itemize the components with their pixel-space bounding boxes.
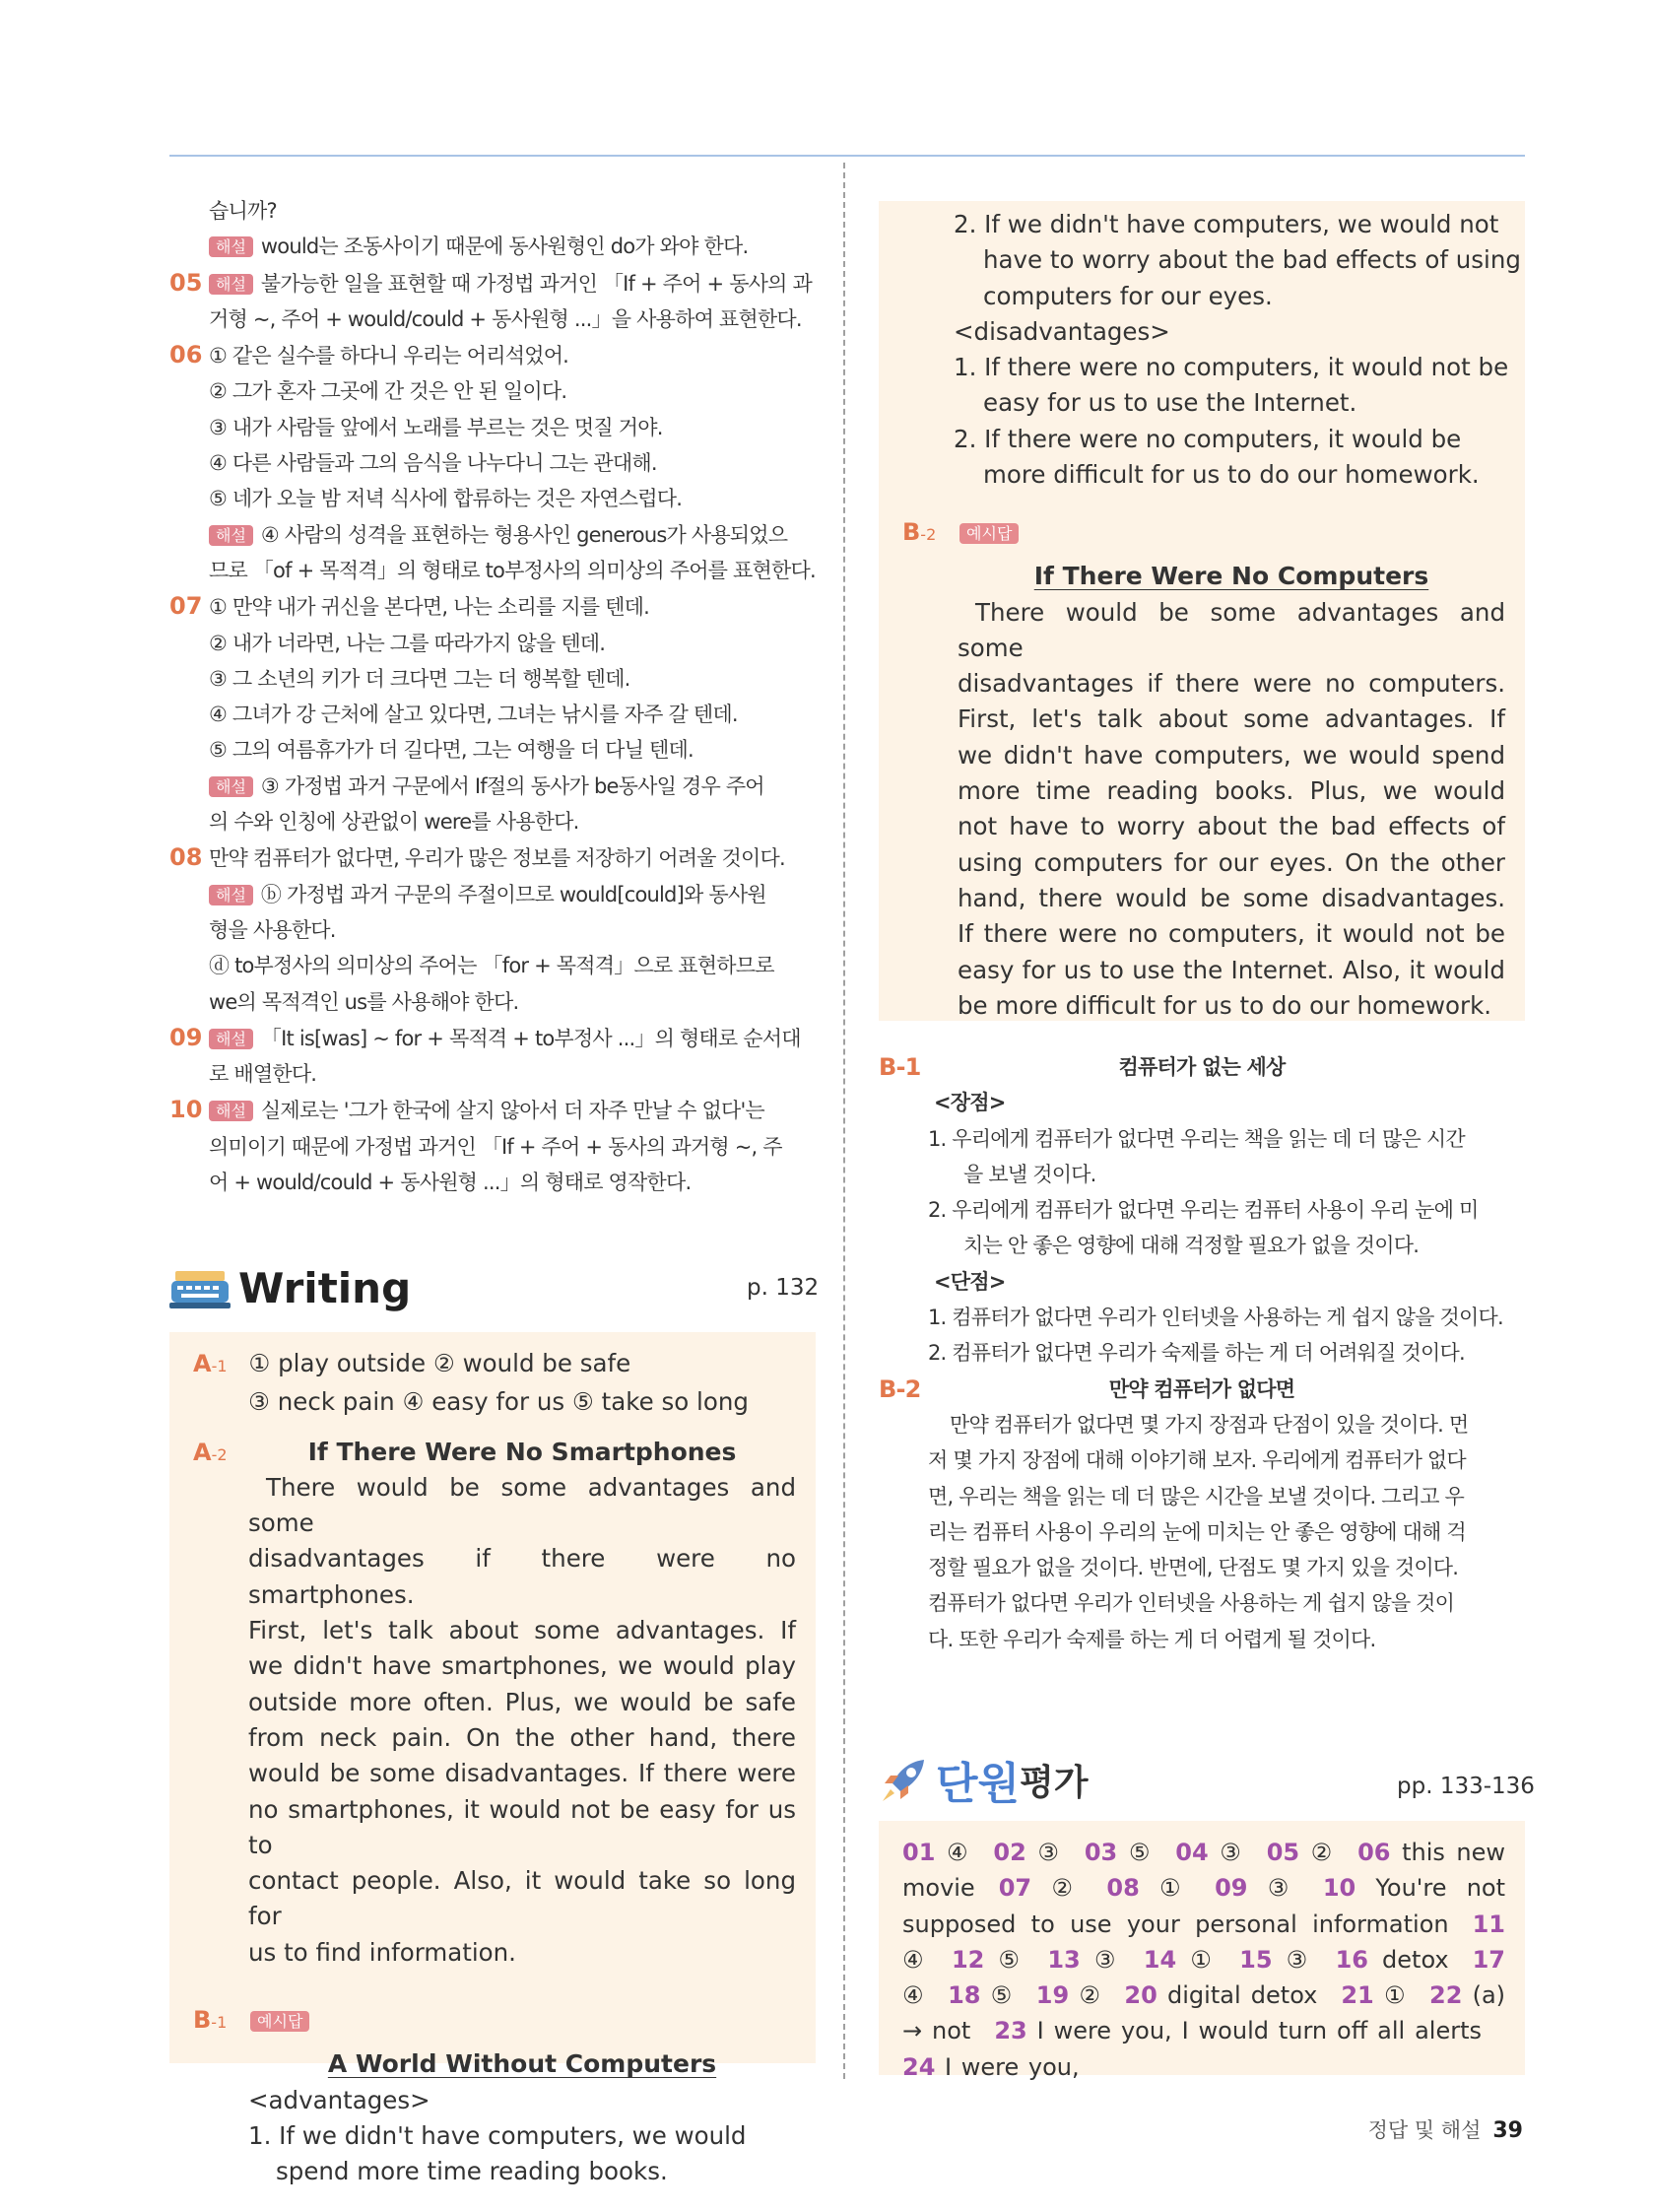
text-line: spend more time reading books. — [276, 2157, 668, 2186]
b1-body — [193, 2083, 796, 2190]
explanation-line — [169, 265, 820, 302]
explanation-text: 의 수와 인칭에 상관없이 were를 사용한다. — [209, 810, 579, 835]
explanation-text: 므로 「of + 목적격」의 형태로 to부정사의 의미상의 주어를 표현한다. — [209, 558, 816, 582]
footer-label: 정답 및 해설 — [1367, 2118, 1482, 2142]
answer-item — [948, 1981, 1013, 2009]
answer-number: 21 — [1341, 1981, 1374, 2010]
answer-value: ④ — [902, 1945, 928, 1974]
answer-item — [1124, 1981, 1317, 2009]
explanation-line — [169, 1092, 820, 1128]
text-line: easy for us to use the Internet. — [983, 388, 1357, 418]
explanation-line — [169, 337, 820, 373]
explanation-text: ② 그가 혼자 그곳에 간 것은 안 된 일이다. — [209, 379, 567, 404]
answer-item — [999, 1874, 1084, 1902]
answer-item — [1175, 1839, 1242, 1866]
answer-number: 19 — [1035, 1981, 1070, 2010]
explanation-line — [169, 517, 820, 553]
answer-item — [1336, 1946, 1449, 1974]
answer-value: ③ — [1037, 1839, 1061, 1866]
b2-body — [902, 595, 1505, 1025]
unit-test-header — [879, 1748, 1089, 1811]
answer-item — [902, 1874, 1505, 1937]
translation-section — [879, 1049, 1525, 1657]
explanation-line — [169, 588, 820, 625]
explanation-text: ③ 내가 사람들 앞에서 노래를 부르는 것은 멋질 거야. — [209, 415, 663, 439]
writing-title: Writing — [238, 1264, 412, 1312]
top-rule — [169, 155, 1525, 157]
translation-line: 면, 우리는 책을 읽는 데 더 많은 시간을 보낼 것이다. 그리고 우 — [928, 1484, 1465, 1508]
a1-label: A-1 — [193, 1350, 228, 1377]
answer-value: ③ — [1093, 1945, 1120, 1974]
text-line: have to worry about the bad effects of using — [983, 245, 1521, 275]
b1-continued — [954, 207, 1521, 493]
b2-label-row — [902, 514, 1505, 553]
explanation-line — [169, 445, 820, 481]
explanation-line — [169, 804, 820, 839]
translation-line: 치는 안 좋은 영향에 대해 걱정할 필요가 없을 것이다. — [963, 1234, 1420, 1258]
explanation-text: ⓑ 가정법 과거 구문의 주절이므로 would[could]와 동사원 — [260, 882, 766, 906]
text-line: outside more often. Plus, we would be safe — [248, 1687, 796, 1716]
explanation-text: ① 만약 내가 귀신을 본다면, 나는 소리를 지를 텐데. — [209, 595, 650, 620]
answer-number: 05 — [1266, 1839, 1300, 1866]
trans-b1-label: B-1 — [879, 1053, 921, 1081]
text-line: contact people. Also, it would take so long for — [248, 1866, 796, 1931]
page-number: 39 — [1492, 2118, 1523, 2143]
explanation-text: ① 같은 실수를 하다니 우리는 어리석었어. — [209, 344, 569, 369]
translation-line: 을 보낼 것이다. — [963, 1162, 1096, 1186]
answer-value: You're not supposed to use your personal information — [902, 1874, 1505, 1938]
trans-b1-body — [879, 1085, 1525, 1371]
explanation-line — [169, 481, 820, 516]
answer-item — [1144, 1946, 1216, 1974]
answer-value: ② — [1051, 1874, 1084, 1903]
explanation-text: 불가능한 일을 표현할 때 가정법 과거인 「If + 주어 + 동사의 과 — [260, 271, 813, 296]
answer-value: ⑤ — [990, 1981, 1013, 2010]
a2-title-row — [193, 1435, 796, 1470]
translation-line: <단점> — [934, 1269, 1006, 1294]
text-line: more time reading books. Plus, we would — [958, 776, 1505, 806]
answer-item — [994, 2017, 1482, 2044]
answer-item — [1085, 1839, 1152, 1866]
answer-value: ⑤ — [1128, 1839, 1153, 1866]
answer-number: 14 — [1143, 1945, 1177, 1974]
answer-item — [902, 2053, 1080, 2081]
explanation-text: 만약 컴퓨터가 없다면, 우리가 많은 정보를 저장하기 어려울 것이다. — [209, 846, 785, 871]
answer-value: ③ — [1286, 1945, 1312, 1974]
explanation-text: ⑤ 네가 오늘 밤 저녁 식사에 합류하는 것은 자연스럽다. — [209, 487, 683, 511]
explanation-line — [169, 697, 820, 732]
explanation-line — [169, 373, 820, 409]
answer-number: 24 — [902, 2052, 936, 2081]
explanation-tag: 해설 — [209, 1101, 253, 1121]
text-line: hand, there would be some disadvantages. — [958, 883, 1505, 912]
answer-value: digital detox — [1167, 1981, 1318, 2010]
answer-value: ④ — [946, 1839, 970, 1866]
text-line: easy for us to use the Internet. Also, it would — [958, 955, 1505, 984]
answer-number: 10 — [1322, 1874, 1356, 1903]
answer-item — [1341, 1981, 1406, 2009]
text-line: not have to worry about the bad effects of — [958, 812, 1505, 841]
answer-item — [1047, 1946, 1119, 1974]
answer-number: 01 — [902, 1839, 936, 1866]
text-line: using computers for our eyes. On the other — [958, 847, 1505, 877]
answer-number: 20 — [1124, 1981, 1157, 2010]
explanation-line — [169, 769, 820, 804]
a1-line-1 — [193, 1346, 796, 1384]
explanation-text: 의미이기 때문에 가정법 과거인 「If + 주어 + 동사의 과거형 ~, 주 — [209, 1134, 782, 1159]
answer-number: 12 — [951, 1945, 985, 1974]
answer-value: this new movie — [902, 1839, 1506, 1903]
text-line: would be some disadvantages. If there were — [248, 1759, 796, 1788]
answer-item — [952, 1946, 1024, 1974]
answer-number: 06 — [1357, 1839, 1391, 1866]
explanation-tag: 해설 — [209, 1029, 253, 1049]
answer-value: ④ — [902, 1981, 925, 2010]
answer-number: 11 — [1472, 1910, 1505, 1938]
text-line: If there were no computers, it would not be — [958, 919, 1505, 949]
answer-number: 07 — [998, 1874, 1032, 1903]
explanation-text: would는 조동사이기 때문에 동사원형인 do가 와야 한다. — [260, 235, 749, 259]
answer-value: detox — [1382, 1945, 1449, 1974]
a1-answers-2: ③ neck pain ④ easy for us ⑤ take so long — [248, 1387, 749, 1417]
answer-number: 13 — [1047, 1945, 1081, 1974]
column-divider — [843, 163, 845, 2079]
text-line: disadvantages if there were no smartphones. — [248, 1544, 796, 1609]
item-number: 08 — [169, 843, 203, 872]
translation-line: 2. 컴퓨터가 없다면 우리가 숙제를 하는 게 더 어려워질 것이다. — [928, 1341, 1465, 1366]
explanation-line — [169, 732, 820, 768]
answer-item — [1106, 1874, 1191, 1902]
item-number: 09 — [169, 1023, 203, 1051]
translation-line: 만약 컴퓨터가 없다면 몇 가지 장점과 단점이 있을 것이다. 먼 — [950, 1412, 1469, 1437]
text-line: First, let's talk about some advantages. If — [958, 704, 1505, 734]
text-line: us to find information. — [248, 1937, 516, 1967]
b2-translation-header — [879, 1372, 1525, 1407]
explanation-line — [169, 193, 820, 229]
explanation-line — [169, 948, 820, 983]
text-line: be more difficult for us to do our homework. — [958, 990, 1492, 1020]
b2-label: B-2 — [902, 518, 937, 546]
explanation-text: ⓓ to부정사의 의미상의 주어는 「for + 목적격」으로 표현하므로 — [209, 954, 774, 978]
item-number: 10 — [169, 1096, 203, 1124]
text-line: 2. If we didn't have computers, we would not — [954, 210, 1499, 238]
answer-value: ⑤ — [998, 1945, 1025, 1974]
explanation-text: 거형 ~, 주어 + would/could + 동사원형 ...」을 사용하여 표현한다. — [209, 306, 802, 331]
explanation-line — [169, 1020, 820, 1056]
answer-item — [1215, 1874, 1299, 1902]
text-line: 2. If there were no computers, it would be — [954, 424, 1462, 453]
answer-value: ① — [1159, 1874, 1192, 1903]
translation-line: 다. 또한 우리가 숙제를 하는 게 더 어렵게 될 것이다. — [928, 1627, 1376, 1651]
explanation-text: 습니까? — [209, 199, 277, 223]
explanation-tag: 해설 — [209, 274, 253, 295]
explanation-line — [169, 1056, 820, 1092]
a2-title: If There Were No Smartphones — [307, 1437, 737, 1466]
trans-b1-title: 컴퓨터가 없는 세상 — [1118, 1055, 1286, 1079]
explanation-text: 로 배열한다. — [209, 1062, 317, 1087]
explanation-line — [169, 1129, 820, 1165]
explanation-text: ④ 다른 사람들과 그의 음식을 나누다니 그는 관대해. — [209, 451, 657, 476]
unit-test-page-ref: pp. 133-136 — [1397, 1774, 1535, 1799]
answer-value: I were you, — [945, 2052, 1080, 2081]
text-line: First, let's talk about some advantages. If — [248, 1616, 796, 1645]
answer-number: 22 — [1429, 1981, 1463, 2010]
trans-b2-body — [879, 1407, 1525, 1657]
explanations-column — [169, 193, 820, 1200]
unit-test-answers — [902, 1835, 1505, 2085]
explanation-line — [169, 302, 820, 337]
answer-item — [902, 1839, 969, 1866]
answer-number: 16 — [1335, 1945, 1368, 1974]
writing-page-ref: p. 132 — [747, 1275, 820, 1301]
answer-number: 03 — [1084, 1839, 1118, 1866]
translation-line: 정할 필요가 없을 것이다. 반면에, 단점도 몇 가지 있을 것이다. — [928, 1556, 1459, 1580]
explanation-line — [169, 839, 820, 876]
writing-box — [169, 1332, 816, 2186]
writing-header — [169, 1264, 411, 1312]
text-line: no smartphones, it would not be easy for us to — [248, 1794, 796, 1859]
explanation-text: ③ 그 소년의 키가 더 크다면 그는 더 행복할 텐데. — [209, 666, 630, 691]
explanation-line — [169, 877, 820, 912]
text-line: more difficult for us to do our homework. — [983, 460, 1480, 490]
translation-line: 저 몇 가지 장점에 대해 이야기해 보자. 우리에게 컴퓨터가 없다 — [928, 1448, 1466, 1473]
b1-translation-header — [879, 1049, 1525, 1085]
text-line: we didn't have computers, we would spend — [958, 740, 1505, 770]
answer-value: ③ — [1220, 1839, 1243, 1866]
trans-b2-label: B-2 — [879, 1374, 921, 1403]
answer-value: ② — [1310, 1839, 1335, 1866]
b1-label-row — [193, 2002, 796, 2041]
trans-b2-title: 만약 컴퓨터가 없다면 — [1108, 1376, 1295, 1401]
explanation-text: we의 목적격인 us를 사용해야 한다. — [209, 989, 519, 1014]
explanation-line — [169, 626, 820, 661]
explanation-tag: 해설 — [209, 885, 253, 905]
text-line: 1. If there were no computers, it would not be — [954, 353, 1509, 382]
item-number: 07 — [169, 592, 203, 621]
typewriter-icon — [169, 1267, 231, 1310]
page-footer — [1368, 2114, 1523, 2144]
answer-number: 02 — [993, 1839, 1026, 1866]
text-line: we didn't have smartphones, we would play — [248, 1651, 796, 1681]
explanation-text: ⑤ 그의 여름휴가가 더 길다면, 그는 여행을 더 다닐 텐데. — [209, 738, 694, 763]
text-line: computers for our eyes. — [983, 281, 1273, 310]
b1-title: A World Without Computers — [327, 2049, 717, 2079]
b2-title: If There Were No Computers — [1033, 562, 1429, 591]
explanation-line — [169, 410, 820, 445]
explanation-text: ② 내가 너라면, 나는 그를 따라가지 않을 텐데. — [209, 631, 606, 655]
answer-value: ① — [1190, 1945, 1217, 1974]
rocket-icon — [879, 1754, 930, 1805]
explanation-text: 실제로는 '그가 한국에 살지 않아서 더 자주 만날 수 없다'는 — [260, 1099, 764, 1123]
a2-label: A-2 — [193, 1438, 228, 1466]
explanation-line — [169, 229, 820, 264]
explanation-text: 형을 사용한다. — [209, 917, 336, 942]
unit-test-title-a: 단원 — [936, 1759, 1021, 1809]
translation-line: 컴퓨터가 없다면 우리가 인터넷을 사용하는 게 쉽지 않을 것이 — [928, 1591, 1455, 1616]
explanation-text: ④ 그녀가 강 근처에 살고 있다면, 그녀는 낚시를 자주 갈 텐데. — [209, 703, 738, 727]
answer-value: I were you, I would turn off all alerts — [1036, 2017, 1482, 2045]
text-line: There would be some advantages and some — [958, 597, 1505, 662]
text-line: <advantages> — [248, 2085, 430, 2114]
answer-number: 17 — [1472, 1945, 1505, 1974]
answer-number: 04 — [1175, 1839, 1209, 1866]
answer-value: ③ — [1267, 1874, 1299, 1903]
item-number: 05 — [169, 268, 203, 297]
explanation-text: 어 + would/could + 동사원형 ...」의 형태로 영작한다. — [209, 1171, 692, 1195]
answer-number: 08 — [1106, 1874, 1140, 1903]
explanation-tag: 해설 — [209, 236, 253, 257]
text-line: disadvantages if there were no computers. — [958, 669, 1505, 699]
explanation-tag: 해설 — [209, 776, 253, 797]
answer-item — [1239, 1946, 1311, 1974]
translation-line: <장점> — [934, 1091, 1006, 1115]
answer-item — [1267, 1839, 1334, 1866]
answer-flow — [902, 1835, 1505, 2085]
answer-value: (a) → not — [902, 1981, 1506, 2045]
sample-answer-tag: 예시답 — [250, 2011, 309, 2032]
explanation-line — [169, 912, 820, 948]
unit-test-title-b: 평가 — [1020, 1762, 1089, 1803]
explanation-text: 「It is[was] ~ for + 목적격 + to부정사 ...」의 형태로 순서대 — [260, 1026, 801, 1050]
text-line: There would be some advantages and some — [248, 1472, 796, 1538]
translation-line: 1. 우리에게 컴퓨터가 없다면 우리는 책을 읽는 데 더 많은 시간 — [928, 1126, 1465, 1151]
explanation-tag: 해설 — [209, 525, 253, 546]
b1-label: B-1 — [193, 2006, 228, 2035]
answer-value: ① — [1383, 1981, 1407, 2010]
answer-number: 18 — [948, 1981, 981, 2010]
text-line: 1. If we didn't have computers, we would — [248, 2120, 747, 2150]
explanation-line — [169, 553, 820, 588]
item-number: 06 — [169, 341, 203, 369]
unit-test-box — [879, 1821, 1525, 2081]
answer-value: ② — [1079, 1981, 1101, 2010]
explanation-text: ④ 사람의 성격을 표현하는 형용사인 generous가 사용되었으 — [260, 522, 788, 547]
sample-answer-box — [879, 201, 1525, 1021]
a1-answers-1: ① play outside ② would be safe — [248, 1349, 631, 1377]
answer-item — [993, 1839, 1060, 1866]
explanation-line — [169, 1165, 820, 1200]
explanation-text: ③ 가정법 과거 구문에서 If절의 동사가 be동사일 경우 주어 — [260, 773, 764, 798]
sample-answer-tag-2: 예시답 — [959, 523, 1019, 544]
answer-number: 09 — [1215, 1874, 1248, 1903]
translation-line: 리는 컴퓨터 사용이 우리의 눈에 미치는 안 좋은 영향에 대해 걱 — [928, 1519, 1466, 1544]
explanation-line — [169, 661, 820, 697]
answer-number: 15 — [1239, 1945, 1273, 1974]
translation-line: 1. 컴퓨터가 없다면 우리가 인터넷을 사용하는 게 쉽지 않을 것이다. — [928, 1306, 1503, 1330]
a2-body — [193, 1470, 796, 1971]
translation-line: 2. 우리에게 컴퓨터가 없다면 우리는 컴퓨터 사용이 우리 눈에 미 — [928, 1198, 1479, 1223]
text-line: from neck pain. On the other hand, there — [248, 1722, 796, 1752]
explanation-line — [169, 984, 820, 1020]
answer-item — [1036, 1981, 1101, 2009]
text-line: <disadvantages> — [954, 316, 1170, 346]
answer-number: 23 — [994, 2017, 1027, 2045]
